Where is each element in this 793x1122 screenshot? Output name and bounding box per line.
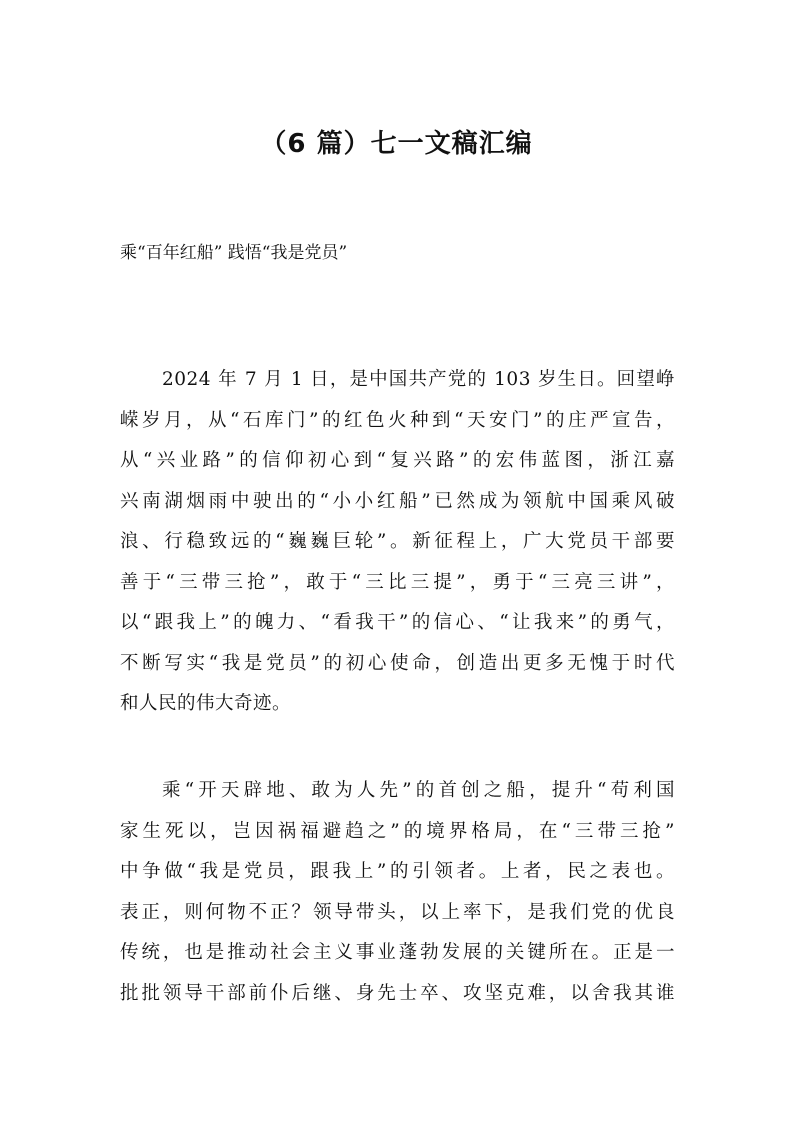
paragraph-line: 批批领导干部前仆后继、身先士卒、攻坚克难，以舍我其谁 — [120, 982, 675, 1004]
paragraph-line: 善于“三带三抢”，敢于“三比三提”，勇于“三亮三讲”， — [120, 571, 675, 593]
paragraph-line: 传统，也是推动社会主义事业蓬勃发展的关键所在。正是一 — [120, 942, 675, 963]
paragraph-line: 和人民的伟大奇迹。 — [120, 693, 292, 714]
paragraph-line: 家生死以，岂因祸福避趋之”的境界格局，在“三带三抢” — [120, 820, 675, 842]
paragraph-1 — [120, 360, 675, 725]
paragraph-line: 表正，则何物不正？领导带头，以上率下，是我们党的优良 — [120, 901, 675, 923]
paragraph-line: 从“兴业路”的信仰初心到“复兴路”的宏伟蓝图，浙江嘉 — [120, 450, 675, 471]
paragraph-line: 中争做“我是党员，跟我上”的引领者。上者，民之表也。 — [120, 861, 675, 882]
paragraph-line: 浪、行稳致远的“巍巍巨轮”。新征程上，广大党员干部要 — [120, 531, 675, 552]
paragraph-line: 乘“开天辟地、敢为人先”的首创之船，提升“苟利国 — [162, 780, 675, 801]
paragraph-line: 以“跟我上”的魄力、“看我干”的信心、“让我来”的勇气， — [120, 612, 675, 633]
paragraph-line: 兴南湖烟雨中驶出的“小小红船”已然成为领航中国乘风破 — [120, 490, 675, 512]
paragraph-line: 嵘岁月，从“石库门”的红色火种到“天安门”的庄严宣告， — [120, 409, 675, 431]
document-title: （6 篇）七一文稿汇编 — [260, 129, 533, 159]
paragraph-2 — [120, 771, 675, 1014]
paragraph-line: 2024 年 7 月 1 日，是中国共产党的 103 岁生日。回望峥 — [162, 369, 675, 390]
article-subtitle: 乘“百年红船” 践悟“我是党员” — [120, 243, 348, 263]
paragraph-line: 不断写实“我是党员”的初心使命，创造出更多无愧于时代 — [120, 652, 675, 674]
